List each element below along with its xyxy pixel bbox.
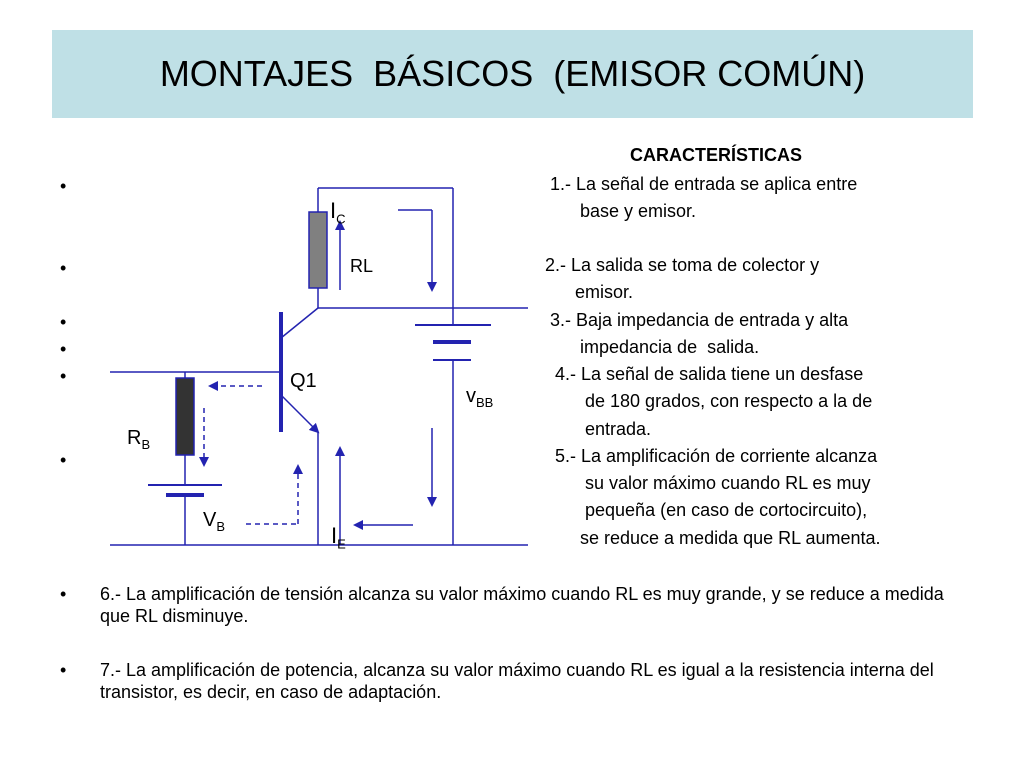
vb-label: $V_B$ bbox=[203, 509, 226, 534]
bullet-1: • bbox=[60, 176, 67, 196]
slide-title: MONTAJES BÁSICOS (EMISOR COMÚN) bbox=[159, 53, 866, 94]
feature-line: su valor máximo cuando RL es muy bbox=[585, 473, 871, 493]
bullet-4: • bbox=[60, 339, 67, 359]
feature-line: 3.- Baja impedancia de entrada y alta bbox=[550, 310, 849, 330]
ie-label: $I_E$ bbox=[331, 523, 346, 552]
q1-label: Q1 bbox=[290, 370, 317, 392]
feature-line: emisor. bbox=[575, 282, 634, 302]
feature-line: pequeña (en caso de cortocircuito), bbox=[585, 500, 868, 520]
bullet-7: • bbox=[60, 584, 67, 604]
vbb-label: $v_{BB}$ bbox=[466, 385, 494, 410]
bullet-3: • bbox=[60, 312, 67, 332]
feature-line: base y emisor. bbox=[580, 201, 697, 221]
feature-line: 1.- La señal de entrada se aplica entre bbox=[550, 174, 858, 194]
feature-line: impedancia de salida. bbox=[580, 337, 760, 357]
rb-label: $R_B$ bbox=[127, 427, 151, 452]
bottom-item-text: 7.- La amplificación de potencia, alcanza su valor máximo cuando RL es igual a la resistencia interna del transistor, es decir, en caso de adaptación. bbox=[100, 660, 934, 702]
collector-lead bbox=[281, 308, 318, 338]
rl-label: RL bbox=[350, 256, 374, 276]
feature-line: se reduce a medida que RL aumenta. bbox=[580, 528, 881, 548]
feature-line: de 180 grados, con respecto a la de bbox=[585, 391, 873, 411]
feature-line: 2.- La salida se toma de colector y bbox=[545, 255, 820, 275]
bottom-item-text: 6.- La amplificación de tensión alcanza su valor máximo cuando RL es muy grande, y se reduce a medida que RL disminuye. bbox=[100, 584, 944, 626]
bullet-6: • bbox=[60, 450, 67, 470]
rb-resistor bbox=[176, 378, 194, 455]
bullet-2: • bbox=[60, 258, 67, 278]
bullet-5: • bbox=[60, 366, 67, 386]
feature-line: 5.- La amplificación de corriente alcanza bbox=[555, 446, 878, 466]
feature-line: 4.- La señal de salida tiene un desfase bbox=[555, 364, 864, 384]
bullet-8: • bbox=[60, 660, 67, 680]
rl-resistor bbox=[309, 212, 327, 288]
ic-label: $I_C$ bbox=[330, 198, 346, 227]
features-heading: CARACTERÍSTICAS bbox=[630, 145, 803, 165]
emitter-lead bbox=[281, 395, 318, 432]
feature-line: entrada. bbox=[585, 419, 652, 439]
